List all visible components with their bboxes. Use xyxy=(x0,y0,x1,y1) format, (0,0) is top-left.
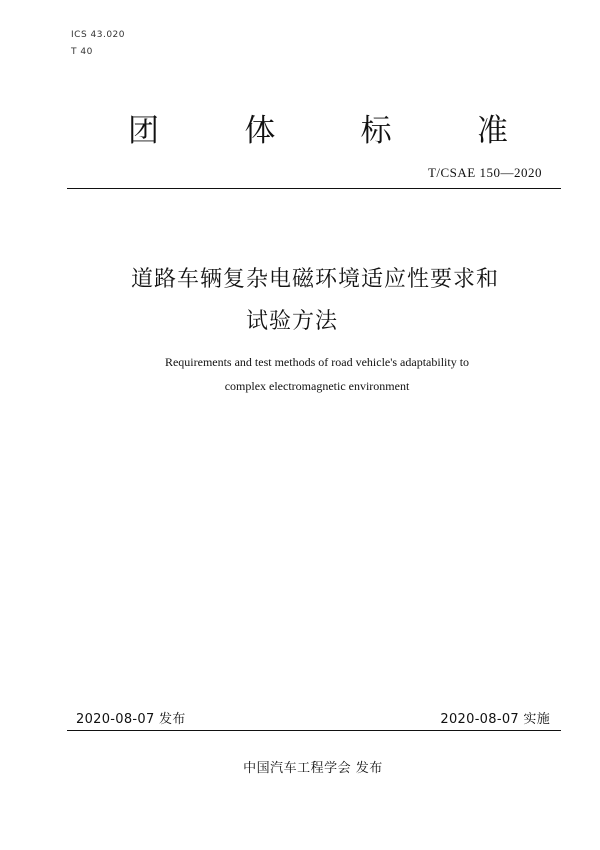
bottom-divider xyxy=(67,730,561,731)
standard-type-char: 体 xyxy=(244,113,276,149)
top-divider xyxy=(67,188,561,189)
standard-type-char: 准 xyxy=(476,113,508,149)
ccs-code: T 40 xyxy=(71,47,93,57)
standard-type-char: 标 xyxy=(360,113,392,149)
standard-type-char: 团 xyxy=(128,113,159,149)
implementation-date: 2020-08-07 实施 xyxy=(440,712,550,727)
publisher: 中国汽车工程学会 发布 xyxy=(243,761,383,776)
issue-date: 2020-08-07 发布 xyxy=(76,712,186,727)
standard-type-heading xyxy=(128,105,508,150)
standard-number: T/CSAE 150—2020 xyxy=(427,165,542,180)
english-title-line-1: Requirements and test methods of road vehicle's adaptability to xyxy=(164,355,470,369)
classification-codes xyxy=(71,28,125,62)
chinese-title-line-1: 道路车辆复杂电磁环境适应性要求和 xyxy=(130,267,499,292)
ics-code: ICS 43.020 xyxy=(71,30,126,40)
english-title-line-2: complex electromagnetic environment xyxy=(224,379,410,393)
chinese-title-line-2: 试验方法 xyxy=(245,309,338,334)
